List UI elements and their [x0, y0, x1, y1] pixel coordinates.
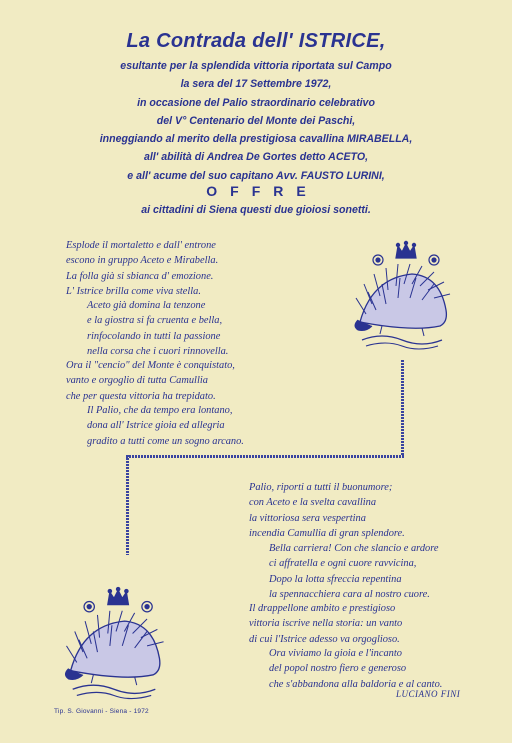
- offre-subtitle: ai cittadini di Siena questi due gioiosi sonetti.: [141, 204, 371, 216]
- divider-horizontal: [126, 455, 404, 458]
- sonnet1-stanza4: [87, 403, 244, 449]
- verse-line: con Aceto e la svelta cavallina: [249, 497, 377, 509]
- verse-line: nella corsa che i cuori rinnovella.: [87, 345, 229, 357]
- verse-line: Esplode il mortaletto e dall' entrone: [66, 240, 216, 251]
- dedication-line: esultante per la splendida vittoria riportata sul Campo: [120, 60, 392, 72]
- verse-line: che s'abbandona alla baldoria e al canto.: [269, 678, 443, 690]
- verse-line: vanto e orgoglio di tutta Camullia: [66, 375, 208, 387]
- divider-vertical-left: [126, 455, 129, 555]
- sonnet2-stanza3: [249, 601, 402, 647]
- sonnet1-stanza2: [87, 298, 228, 359]
- verse-line: incendia Camullia di gran splendore.: [249, 527, 405, 539]
- sonnet2-stanza1: [249, 480, 405, 541]
- porcupine-emblem-icon: [58, 586, 170, 712]
- dedication-line: del V° Centenario del Monte dei Paschi,: [156, 114, 356, 127]
- dedication-line: la sera del 17 Settembre 1972,: [180, 78, 332, 91]
- sonnet1-stanza1: [66, 238, 218, 299]
- dedication-line: inneggiando al merito della prestigiosa cavallina MIRABELLA,: [99, 133, 413, 146]
- verse-line: di cui l'Istrice adesso va orgoglioso.: [249, 633, 400, 645]
- porcupine-emblem-icon: [352, 240, 452, 362]
- verse-line: Il drappellone ambito e prestigioso: [249, 603, 396, 614]
- verse-line: gradito a tutti come un sogno arcano.: [87, 435, 244, 447]
- verse-line: escono in gruppo Aceto e Mirabella.: [66, 255, 219, 267]
- verse-line: Ora il "cencio" del Monte è conquistato,: [66, 360, 235, 371]
- verse-line: Dopo la lotta sfreccia repentina: [269, 573, 402, 585]
- dedication-line: all' abilità di Andrea De Gortes detto ACETO,: [143, 151, 369, 164]
- verse-line: ci affratella e ogni cuore ravvicina,: [269, 558, 417, 570]
- verse-line: che per questa vittoria ha trepidato.: [66, 390, 216, 402]
- divider-vertical-right: [401, 360, 404, 456]
- verse-line: rinfocolando in tutti la passione: [87, 330, 221, 342]
- offre-heading: OFFRE: [206, 183, 319, 199]
- verse-line: Il Palio, che da tempo era lontano,: [87, 405, 233, 416]
- verse-line: La folla già si sbianca d' emozione.: [66, 270, 214, 282]
- dedication-line: in occasione del Palio straordinario celebrativo: [137, 96, 375, 109]
- verse-line: Palio, riporti a tutti il buonumore;: [249, 482, 393, 493]
- verse-line: vittoria iscrive nella storia: un vanto: [249, 618, 403, 630]
- author-signature: LUCIANO FINI: [396, 689, 461, 699]
- verse-line: del popol nostro fiero e generoso: [269, 663, 407, 675]
- sonnet1-stanza3: [66, 358, 235, 404]
- verse-line: la vittoriosa sera vespertina: [249, 512, 366, 524]
- dedication-line: e all' acume del suo capitano Avv. FAUSTO LURINI,: [127, 169, 385, 182]
- page-title: La Contrada dell' ISTRICE,: [126, 30, 386, 52]
- sonnet2-stanza2: [269, 541, 439, 602]
- printer-imprint: Tip. S. Giovanni - Siena - 1972: [54, 708, 149, 715]
- sonnet2-stanza4: [269, 646, 442, 692]
- verse-line: Aceto già domina la tenzone: [87, 300, 206, 311]
- verse-line: e la giostra si fa cruenta e bella,: [87, 315, 223, 327]
- dedication-heading: [0, 30, 512, 185]
- verse-line: Bella carriera! Con che slancio e ardore: [269, 543, 439, 554]
- verse-line: la spennacchiera cara al nostro cuore.: [269, 588, 430, 600]
- verse-line: Ora viviamo la gioia e l'incanto: [269, 648, 402, 659]
- verse-line: dona all' Istrice gioia ed allegria: [87, 420, 225, 432]
- verse-line: L' Istrice brilla come viva stella.: [66, 285, 201, 297]
